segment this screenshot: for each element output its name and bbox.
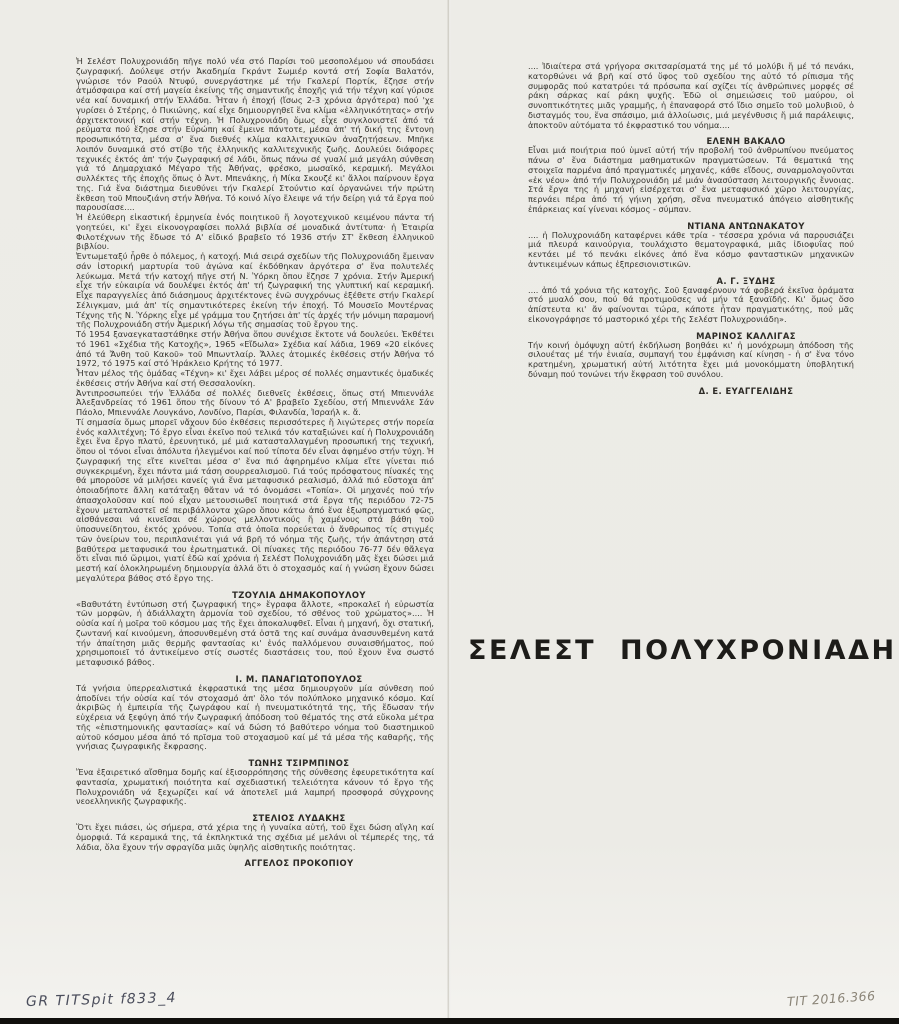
quote-author: ΕΛΕΝΗ ΒΑΚΑΛΟ (706, 136, 786, 147)
quote-text: Τήν κοινή ὁμόψυχη αὐτή ἐκδήλωση βοηθάει κι' ἡ μονόχρωμη ἀπόδοση τῆς σιλουέτας μέ τήν ἑνιαία, συμπαγή του ἐμφάνιση καί κίνηση - ἡ σ' ἕνα τόνο κρατημένη, χρωματική αὐτή λιτότητα ἔχει μιά μονοκόμματη ὑποβλητική δύναμη πού τονώνει τήν ἔκφραση τοῦ συνόλου. (528, 339, 854, 379)
quote-text: Εἶναι μιά ποιήτρια πού ὑμνεῖ αὐτή τήν προβολή τοῦ ἀνθρωπίνου πνεύματος πάνω σ' ἕνα διάστημα μαθηματικῶν πραγματώσεων. Τά θεματικά της στοιχεῖα παρμένα ἀπό πραγματικές μηχανές, κάθε εἴδους, συναρμολογοῦνται «ἐκ νέου» ἀπό τήν Πολυχρονιάδη μέ μιάν ἀνασύσταση λειτουργικῆς ἔννοιας. Στά ἔργα της ἡ μηχανή εἰσέρχεται σ' ἕνα μεταφυσικό χῶρο λειτουργίας, περνάει πέρα ἀπό τή γήινη χρήση, σἔνα πνευματικό ἀπόγειο αἰσθητικῆς ἐπάρκειας καί γίνεναι κόσμος - σύμπαν. (528, 145, 854, 214)
quote-author: Δ. Ε. ΕΥΑΓΓΕΛΙΔΗΣ (698, 385, 794, 396)
artist-title: ΣΕΛΕΣΤ ΠΟΛΥΧΡΟΝΙΑΔΗ (468, 635, 897, 666)
bio-paragraph: Ἡ Σελέστ Πολυχρονιάδη πῆγε πολύ νέα στό Παρίσι τοῦ μεσοπολέμου νά σπουδάσει ζωγραφική. Δούλεψε στήν Ἀκαδημία Γκράντ Σωμιέρ κοντά στή Σοφία Βαλατόν, γνώρισε τόν Ραούλ Ντυφύ, συνεργάστηκε μέ τήν Γκαλερί Πορτίκ, ἔζησε στήν ἀτμόσφαιρα καί στή μαγεία ἐκείνης τῆς σημαντικῆς ἐποχῆς γιά τήν τέχνη καί γύρισε νέα καί δυναμική στήν Ἑλλάδα. Ἦταν ἡ ἐποχή (ἴσως 2-3 χρόνια ἀργότερα) πού 'χε γυρίσει ὁ Στέρης, ὁ Πικιώνης, καί εἶχε δημιουργηθεῖ ἕνα κλίμα «ἑλληνικότητας» στήν ἀρχιτεκτονική καί στήν τέχνη. Ἡ Πολυχρονιάδη ὅμως εἶχε συγκλονιστεῖ ἀπό τά ρεύματα πού ἔζησε στήν Εὐρώπη καί ἔμεινε πάντοτε, μέσα ἀπ' τή δική της ἔντονη προσωπικότητα, μέσα σ' ἕνα διεθνές κλίμα καλλιτεχνικῶν ἀναζητήσεων. Μπῆκε λοιπόν δυναμικά στό στίβο τῆς ἑλληνικῆς καλλιτεχνικῆς ζωῆς. Δουλεύει διάφορες τεχνικές ἐκτός ἀπ' τήν ζωγραφική σέ λάδι, ὅπως πάνω σέ γυαλί μιά μεγάλη σύνθεση γιά τό Δημαρχιακό Μέγαρο τῆς Ἀθήνας, φρέσκο, μωσαϊκό, κεραμική. Μεγάλοι συλλέκτες τῆς ἐποχῆς ὅπως ὁ Ἀντ. Μπενάκης, ἡ Μίκα Σκουζέ κι' ἄλλοι παίρνουν ἔργα της. Γιά ἕνα διάστημα διευθύνει τήν Γκαλερί Στούντιο καί ὀργανώνει τήν πρώτη ἔκθεση τοῦ Μπουζιάνη στήν Ἀθήνα. Τό κοινό λίγο ἔλειψε νά τήν δείρη γιά τά ἔργα πού παρουσίασε.... (76, 56, 434, 213)
left-text-column (76, 57, 434, 868)
quote-text: Τά γνήσια ὑπερρεαλιστικά ἐκφραστικά της μέσα δημιουργοῦν μία σύνθεση πού ἀποδίνει τήν οὐσία καί τόν στοχασμό ἀπ' ὅλο τόν πολύπλοκο μηχανικό κόσμο. Καί ἀκριβῶς ἡ ἐμπειρία τῆς ζωγράφου καί ἡ πνευματικότητά της, τῆς ἔδωσαν τήν εὐχέρεια νά ξεφύγη ἀπό τήν ζωγραφική ἀπόδοση τοῦ θέματός της στά εὔκολα μέτρα τῆς «ἐπιστημονικῆς φαντασίας» καί νά δώση τό βαθύτερο νόημα τοῦ διαστημικοῦ αὐτοῦ κόσμου μέσα ἀπό τό πρῖσμα τοῦ στοχασμοῦ καί μέ τά μέσα τῆς καθαρῆς, τῆς γνήσιας ζωγραφικῆς ἔκφρασης. (76, 682, 434, 752)
quote-author: Α. Γ. ΞΥΔΗΣ (716, 275, 776, 286)
quote-text: Ὅτι ἔχει πιάσει, ὡς σήμερα, στά χέρια της ἡ γυναίκα αὐτή, τοῦ ἔχει δώση αἴγλη καί ὀμορφιά. Τά κεραμικά της, τά ἐκπληκτικά της σχέδια μέ μελάνι οἱ τέμπερές της, τά λάδια, ὅλα ἔχουν τήν σφραγίδα μιᾶς ὑψηλῆς αἰσθητικῆς ποιότητας. (76, 822, 434, 852)
right-text-column (528, 62, 854, 396)
quote-author: ΤΩΝΗΣ ΤΣΙΡΜΠΙΝΟΣ (248, 758, 350, 768)
quote-text: .... Ἰδιαίτερα στά γρήγορα σκιτσαρίσματά της μέ τό μολύβι ἤ μέ τό πενάκι, κατορθώνει νά βρῆ καί στό ὕφος τοῦ σχεδίου της αὐτό τό ρίπισμα τῆς συμφορᾶς πού κατατρύει τά πρόσωπα καί σχίζει τίς ἀνθρώπινες μορφές σέ ράκη σάρκας καί ράκη ψυχῆς. Ἐδῶ οἱ σημειώσεις τοῦ μαύρου, οἱ συνοπτικότητες μιᾶς γραμμῆς, ἡ ἐπαναφορά στό ἴδιο σημεῖο τοῦ μολυβιοῦ, ὁ δισταγμός του, ἕνα σπάσιμο, μιά ἀλλοίωσις, μιά μεγένθυσις ἤ μιά παράλειψις, ἀποκτοῦν αὐτόματα τό ἐκφραστικό του νόημα.... (528, 61, 854, 130)
quote-author: ΣΤΕΛΙΟΣ ΛΥΔΑΚΗΣ (252, 813, 346, 823)
quote-text: «Βαθυτάτη ἐντύπωση στή ζωγραφική της» ἔγραφα ἄλλοτε, «προκαλεῖ ἡ εὐρωστία τῶν μορφῶν, ἡ ἀδιάλλαχτη ἁρμονία τοῦ σχεδίου, τό σθένος τοῦ χρώματος».... Ἡ οὐσία καί ἡ μοῖρα τοῦ κόσμου μας τῆς ἔχει ἀποκαλυφθεῖ. Εἶναι ἡ μηχανή, ὄχι στατική, ζωντανή καί κινούμενη, ἀποσυνθεμένη στά ὀστᾶ της καί συνάμα ἀνασυνθεμένη κατά τήν ἀπαίτηση μιᾶς θερμῆς φαντασίας κι' ἑνός παλλόμενου συναισθήματος, πού χρησιμοποιεῖ τό ἀντικείμενο στίς σωστές διαστάσεις του, πού ἔχουν ἕνα σωστό μεταφυσικό βάθος. (76, 598, 434, 667)
fold-line (447, 0, 451, 1018)
handwritten-archive-reference: GR TITSpit f833_4 (25, 990, 178, 1010)
quote-author: ΑΓΓΕΛΟΣ ΠΡΟΚΟΠΙΟΥ (244, 858, 354, 869)
quote-text: Ἕνα ἐξαιρετικό αἴσθημα δομῆς καί ἐξισορρόπησης τῆς σύνθεσης ἐφευρετικότητα καί φαντασία, χρωματική ποιότητα καί σχεδιαστική τελειότητα κάνουν τό ἔργο τῆς Πολυχρονιάδη νά ξεχωρίζει καί νά ἀποτελεῖ μιά λαμπρή προσφορά σύγχρονης νεοελληνικῆς ζωγραφικῆς. (76, 767, 434, 807)
bio-paragraph: Ἀντιπροσωπεύει τήν Ἑλλάδα σέ πολλές διεθνεῖς ἐκθέσεις, ὅπως στή Μπιεννάλε Ἀλεξανδρείας τό 1961 ὅπου τῆς δίνουν τό Α' βραβεῖο Σχεδίου, στή Μπιεννάλε Σάν Πάολο, Μπιεννάλε Λουγκάνο, Λονδίνο, Παρίσι, Φιλανδία, Ἰσραήλ κ. ἄ. (76, 387, 434, 417)
bio-paragraph: Τό 1954 ξαναεγκαταστάθηκε στήν Ἀθήνα ὅπου συνέχισε ἔκτοτε νά δουλεύει. Ἐκθέτει τό 1961 «Σχέδια τῆς Κατοχῆς», 1965 «Εἴδωλα» Σχέδια καί λάδια, 1969 «20 εἰκόνες ἀπό τά Ἄνθη τοῦ Κακοῦ» τοῦ Μπωντλαίρ. Ἄλλες ἀτομικές ἐκθέσεις στήν Ἀθήνα τό 1972, τό 1975 καί στό Ἡράκλειο Κρήτης τό 1977. (76, 329, 434, 369)
bio-paragraph: Τί σημασία ὅμως μπορεῖ νἄχουν δύο ἐκθέσεις περισσότερες ἤ λιγώτερες στήν πορεία ἑνός καλλιτέχνη; Τό ἔργο εἶναι ἐκεῖνο πού τελικά τόν καταξιώνει καί ἡ Πολυχρονιάδη ἔχει ἕνα ἔργο πλατύ, ἐρευνητικό, μέ μιά κατασταλλαγμένη προσωπική της τεχνική, ὅπου οἱ τόνοι εἶναι ἀπόλυτα ἠλεγμένοι καί πού τίποτα δέν εἶναι ἀφημένο στήν τύχη. Ἡ ζωγραφική της εἴτε κινεῖται μέσα σ' ἕνα πιό ἀφηρημένο κλίμα εἴτε γίνεται πιό συγκεκριμένη, ἔχει πάντα μιά τάση σουρρεαλισμοῦ. Γιά τούς πρόσφατους πίνακές της θά μποροῦσε νά μιλήσει κανείς γιά ἕνα μεταφυσικό ρεαλισμό, ἀλλά πιό εὔστοχα ἀπ' ὁποιαδήποτε ἄλλη κατάταξη θἄταν νά τό ὀνομάσει «Τοπία». Οἱ μηχανές πού τήν ἀπασχολοῦσαν καί πού εἶχαν μετουσιωθεῖ ποιητικά στά ἔργα τῆς περιόδου 72-75 ἔχουν μεταπλαστεῖ σέ περιβάλλοντα χῶρο ὅπου κάτω ἀπό ἕνα ἐξωπραγματικό φῶς, αἰσθάνεσαι νά κινεῖσαι σέ χώρους μελλοντικούς ἤ χαμένους στά βάθη τοῦ ὑποσυνείδητου, ἐκτός χρόνου. Τοπία στά ὁποῖα πορεύεται ὁ ἄνθρωπος τίς στιγμές τῶν ὀνείρων του, περιπλανιέται γιά νά βρῆ τό νόημα τῆς ζωῆς, τήν ἀπάντηση στά βαθύτερα μεταφυσικά του ἐρωτηματικά. Οἱ πίνακες τῆς περιόδου 76-77 δέν θἄλεγα ὅτι εἶναι πιό ὥριμοι, γιατί ἐδῶ καί χρόνια ἡ Σελέστ Πολυχρονιάδη μᾶς ἔχει δώσει μιά μεστή καί ὁλοκληρωμένη δημιουργία ἀλλά ὅτι ὁ στοχασμός καί ἡ γνώση ἔχουν δώσει μεγαλύτερα βάθος στό ἔργο της. (76, 416, 434, 583)
handwritten-accession-number: TIT 2016.366 (786, 987, 876, 1010)
quote-author: ΝΤΙΑΝΑ ΑΝΤΩΝΑΚΑΤΟΥ (687, 220, 805, 231)
quote-author: Ι. Μ. ΠΑΝΑΓΙΩΤΟΠΟΥΛΟΣ (235, 673, 363, 684)
bio-paragraph: Ἦταν μέλος τῆς ὁμάδας «Τέχνη» κι' ἔχει λάβει μέρος σέ πολλές σημαντικές ὁμαδικές ἐκθέσεις στήν Ἀθήνα καί στή Θεσσαλονίκη. (76, 368, 434, 388)
quote-text: .... ἀπό τά χρόνια τῆς κατοχῆς. Σοῦ ξαναφέρνουν τά φοβερά ἐκεῖνα ὁράματα στό μυαλό σου, πού θά προτιμοῦσες νά μήν τά ξαναϊδῆς. Κι' ὅμως ὅσο ἀπίστευτα κι' ἄν φαίνονται τώρα, κάποτε ἦταν πραγματικότης, πού μᾶς εἰκονογράφησε τό μαστορικό χέρι τῆς Σελέστ Πολυχρονιάδη». (528, 284, 854, 324)
quote-author: ΜΑΡΙΝΟΣ ΚΑΛΛΙΓΑΣ (696, 330, 796, 341)
quote-text: .... ἡ Πολυχρονιάδη καταφέρνει κάθε τρία - τέσσερα χρόνια νά παρουσιάζει μιά πλευρά καινούργια, τουλάχιστο θεματογραφικά, μιᾶς ἰδιοφυΐας πού κεντάει μέ τό πενάκι εἰκόνες ἀπό ἕνα κόσμο φανταστικῶν μηχανικῶν ἀντικειμένων κάπως ἐξπρεσιονιστικῶν. (528, 229, 854, 269)
scanner-edge-strip (0, 1018, 899, 1024)
bio-author-signature: ΤΖΟΥΛΙΑ ΔΗΜΑΚΟΠΟΥΛΟΥ (232, 589, 366, 600)
bio-paragraph: Ἡ ἐλεύθερη εἰκαστική ἑρμηνεία ἑνός ποιητικοῦ ἤ λογοτεχνικοῦ κειμένου πάντα τή γοητεύει, κι' ἔχει εἰκονογραφίσει πολλά βιβλία σέ μοναδικά ἀντίτυπα· ἡ Ἑταιρία Φιλοτέχνων τῆς ἔδωσε τό Α' εἰδικό βραβεῖο τό 1936 στήν ΣΤ' ἔκθεση ἑλληνικοῦ βιβλίου. (76, 212, 434, 252)
bio-paragraph: Ἐντωμεταξύ ἦρθε ὁ πόλεμος, ἡ κατοχή. Μιά σειρά σχεδίων τῆς Πολυχρονιάδη ἔμειναν σάν ἱστορική μαρτυρία τοῦ ἀγώνα καί ἐκδόθηκαν ἀργότερα σ' ἕνα πολυτελές λεύκωμα. Μετά τήν κατοχή πῆγε στή Ν. Ὑόρκη ὅπου ἔζησε 7 χρόνια. Στήν Ἀμερική εἶχε τήν εὐκαιρία νά δουλέψει ἐκτός ἀπ' τή ζωγραφική της γλυπτική καί κεραμική. Εἶχε παραγγελίες ἀπό διάσημους ἀρχιτέκτονες ἐνῶ συγχρόνως ἐξέθετε στήν Γκαλερί Σέλιγκμαν, μιά ἀπ' τίς σημαντικότερες ἐκείνη τήν ἐποχή. Τό Μουσεῖο Μοντέρνας Τέχνης τῆς Ν. Ὑόρκης εἶχε μέ γράμμα του ζητήσει ἀπ' τίς ἀρχές τήν μόνιμη παραμονή τῆς Πολυχρονιάδη στήν Ἀμερική λόγω τῆς σημασίας τοῦ ἔργου της. (76, 251, 434, 330)
